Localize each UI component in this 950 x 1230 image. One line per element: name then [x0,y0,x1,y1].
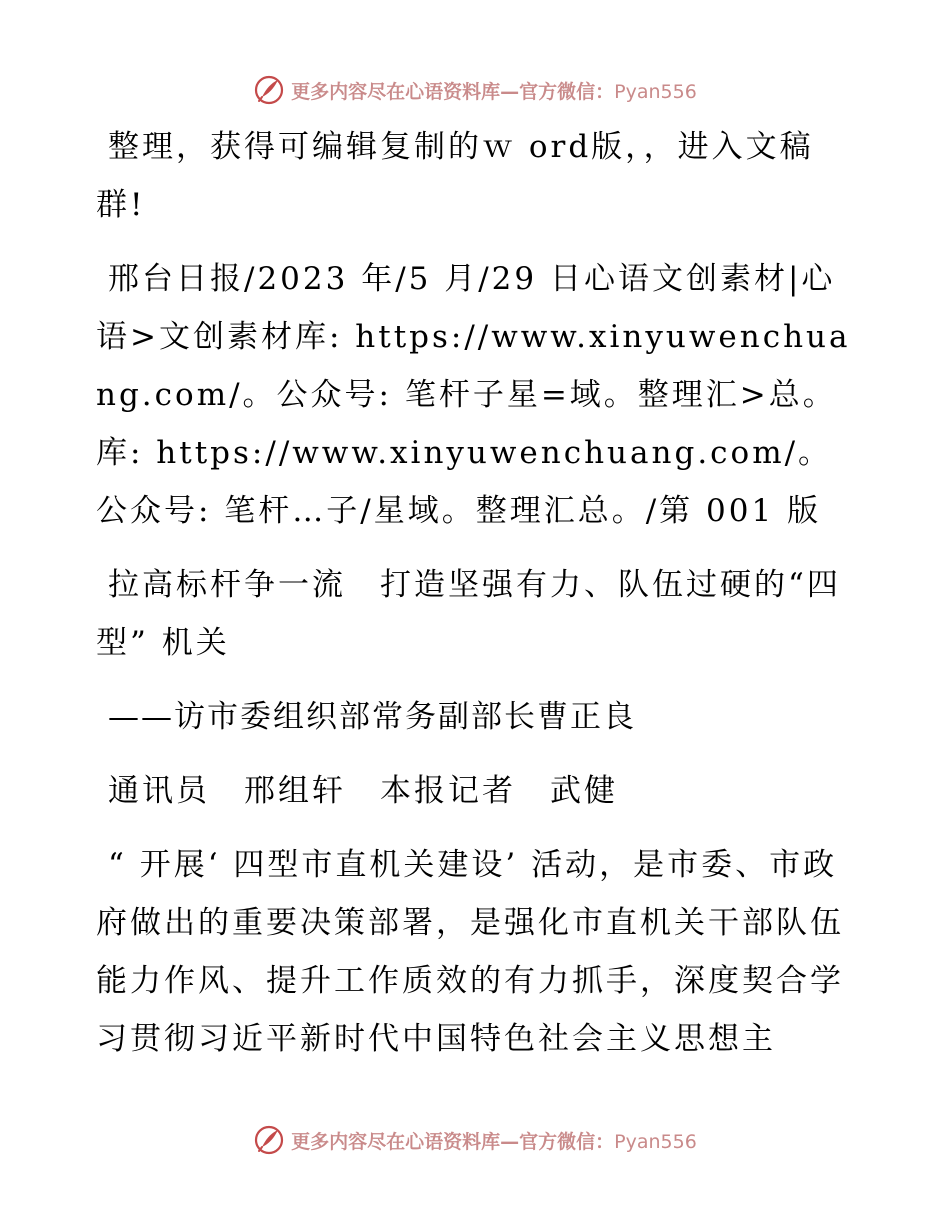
intro-paragraph: 整理，获得可编辑复制的ｗ ord版，，进入文稿群! [96,129,814,223]
header-banner [0,70,950,110]
footer-banner [0,1120,950,1160]
banner-text: 更多内容尽在心语资料库—官方微信：Pyan556 [291,1130,697,1153]
body-paragraph: “ 开展‘ 四型市直机关建设’ 活动，是市委、市政府做出的重要决策部署，是强化市直机关干部队伍能力作风、提升工作质效的有力抓手，深度契合学习贯彻习近平新时代中国特色社会主义思想主 [96,847,844,1057]
quill-logo-icon [253,1124,285,1156]
article-subtitle: ——访市委组织部常务副部长曹正良 [108,699,636,735]
article-byline: 通讯员 邢组轩 本报记者 武健 [108,773,618,809]
article-body [96,118,856,1084]
wechat-id: Pyan556 [614,80,697,103]
wechat-id: Pyan556 [614,1130,697,1153]
source-paragraph: 邢台日报/2023 年/5 月/29 日心语文创素材|心语>文创素材库: https://www.xinyuwenchuang.com/。公众号: 笔杆子星=域。整理汇>总。库: https://www.xinyuwenchuang.com/。公众号: 笔杆…子/星域。整理汇总。/第 001 版 [96,261,851,529]
quill-logo-icon [253,74,285,106]
article-headline: 拉高标杆争一流 打造坚强有力、队伍过硬的“四型” 机关 [96,567,841,661]
banner-text: 更多内容尽在心语资料库—官方微信：Pyan556 [291,80,697,103]
